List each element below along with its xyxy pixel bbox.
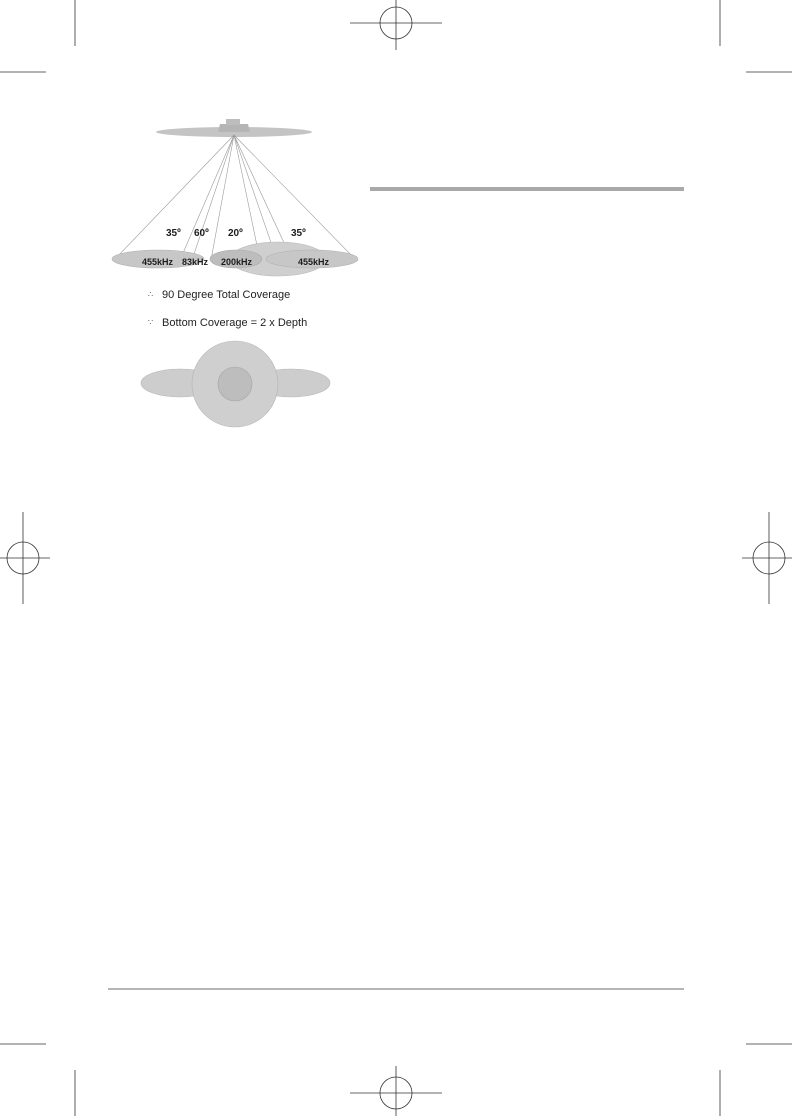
section-rule-top: [370, 187, 684, 191]
frequency-label: 455kHz: [142, 257, 174, 267]
legend-item-bottom-coverage: [148, 317, 307, 329]
frequency-label: 83kHz: [182, 257, 209, 267]
sonar-coverage-diagram: [100, 108, 370, 438]
legend-item-total-coverage: [148, 289, 290, 301]
coverage-top-view: [141, 341, 330, 427]
dotted-up-triangle-icon: ∴: [148, 290, 154, 299]
registration-target-right: [742, 512, 792, 604]
legend-label: Bottom Coverage = 2 x Depth: [162, 317, 308, 329]
registration-target-left: [0, 512, 50, 604]
boat-icon: [156, 119, 312, 137]
registration-target-top: [350, 0, 442, 50]
frequency-label: 455kHz: [298, 257, 330, 267]
dotted-down-triangle-icon: ∵: [148, 318, 154, 327]
angle-label: 20º: [228, 228, 243, 239]
registration-target-bottom: [350, 1066, 442, 1116]
footer-rule: [108, 988, 684, 990]
frequency-label: 200kHz: [221, 257, 253, 267]
beam-lines: [116, 135, 354, 260]
angle-label: 35º: [166, 228, 181, 239]
beam-200-coverage-circle: [218, 367, 252, 401]
angle-label: 60º: [194, 228, 209, 239]
legend-label: 90 Degree Total Coverage: [162, 289, 291, 301]
angle-label: 35º: [291, 228, 306, 239]
